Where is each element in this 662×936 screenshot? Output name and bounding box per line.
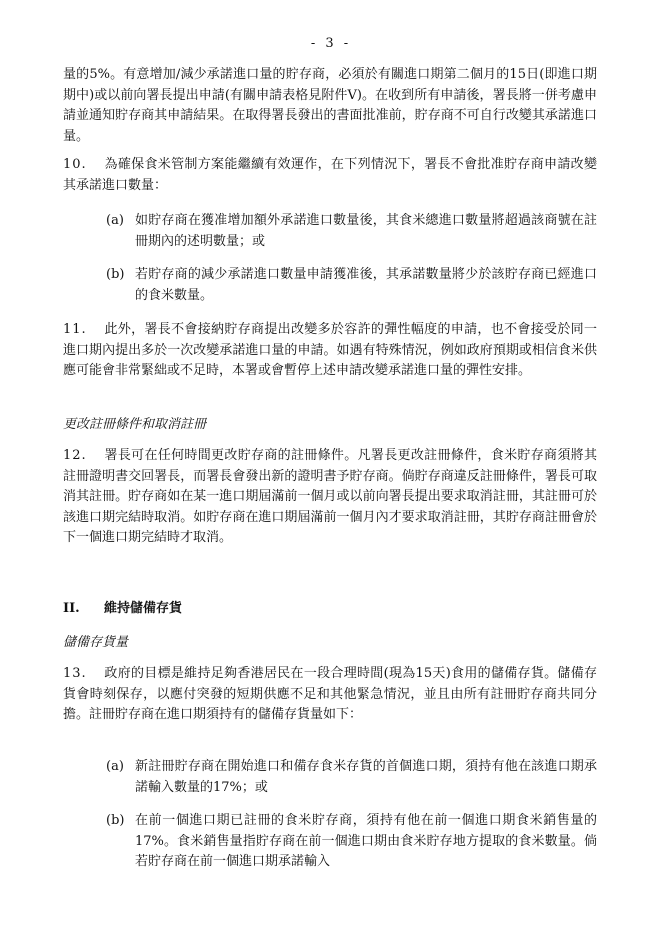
list-item-10b: [106, 265, 597, 306]
subheading-reserve-stock: 儲備存貨量: [63, 635, 129, 650]
paragraph-10: [63, 155, 597, 196]
list-item-text: 若貯存商的減少承諾進口數量申請獲准後，其承諾數量將少於該貯存商已經進口的食米數量。: [135, 267, 597, 303]
paragraph-10-text: 為確保食米管制方案能繼續有效運作，在下列情況下，署長不會批准貯存商申請改變其承諾進口數量：: [63, 157, 597, 193]
list-item-label: (b): [106, 267, 125, 282]
list-item-text: 如貯存商在獲准增加額外承諾進口數量後，其食米總進口數量將超過該商號在註冊期內的述明數量；或: [135, 213, 597, 249]
page-number: - 3 -: [310, 36, 352, 51]
subheading-change-cancel: 更改註冊條件和取消註冊: [63, 417, 207, 432]
paragraph-11-text: 此外，署長不會接納貯存商提出改變多於容許的彈性幅度的申請，也不會接受於同一進口期內提出多於一次改變承諾進口量的申請。如遇有特殊情況，例如政府預期或相信食米供應可能會非常緊絀或不足時，本署或會暫停上述申請改變承諾進口量的彈性安排。: [63, 322, 597, 378]
paragraph-13-number: 13.: [63, 666, 87, 681]
section-heading-2: [63, 597, 182, 616]
section-number: II.: [63, 601, 80, 616]
paragraph-13: [63, 664, 597, 726]
list-item-label: (a): [106, 213, 124, 228]
list-item-13a: [106, 757, 597, 798]
paragraph-13-text: 政府的目標是維持足夠香港居民在一段合理時間(現為15天)食用的儲備存貨。儲備存貨會時刻保存，以應付突發的短期供應不足和其他緊急情況，並且由所有註冊貯存商共同分擔。註冊貯存商在進口期須持有的儲備存貨量如下：: [63, 666, 598, 722]
paragraph-10-number: 10.: [63, 157, 87, 172]
list-item-text: 新註冊貯存商在開始進口和備存食米存貨的首個進口期，須持有他在該進口期承諾輸入數量的17%；或: [135, 759, 597, 795]
list-item-label: (b): [106, 813, 125, 828]
list-item-text: 在前一個進口期已註冊的食米貯存商，須持有他在前一個進口期食米銷售量的17%。食米銷售量指貯存商在前一個進口期由食米貯存地方提取的食米數量。倘若貯存商在前一個進口期承諾輸入: [135, 813, 597, 869]
paragraph-11: [63, 320, 597, 382]
list-item-13b: [106, 811, 597, 873]
paragraph-12-number: 12.: [63, 448, 87, 463]
paragraph-continued: 量的5%。有意增加/減少承諾進口量的貯存商，必須於有關進口期第二個月的15日(即進口期期中)或以前向署長提出申請(有關申請表格見附件V)。在收到所有申請後，署長將一併考慮申請並通知貯存商其申請結果。在取得署長發出的書面批准前，貯存商不可自行改變其承諾進口量。: [63, 67, 597, 144]
paragraph-12: [63, 446, 597, 549]
list-item-10a: [106, 211, 597, 252]
section-title: 維持儲備存貨: [104, 601, 183, 616]
paragraph-12-text: 署長可在任何時間更改貯存商的註冊條件。凡署長更改註冊條件，食米貯存商須將其註冊證明書交回署長，而署長會發出新的證明書予貯存商。倘貯存商違反註冊條件，署長可取消其註冊。貯存商如在某一進口期屆滿前一個月或以前向署長提出要求取消註冊，其註冊可於該進口期完結時取消。如貯存商在進口期屆滿前一個月內才要求取消註冊，其貯存商註冊會於下一個進口期完結時才取消。: [63, 448, 597, 545]
paragraph-11-number: 11.: [63, 322, 87, 337]
list-item-label: (a): [106, 759, 124, 774]
